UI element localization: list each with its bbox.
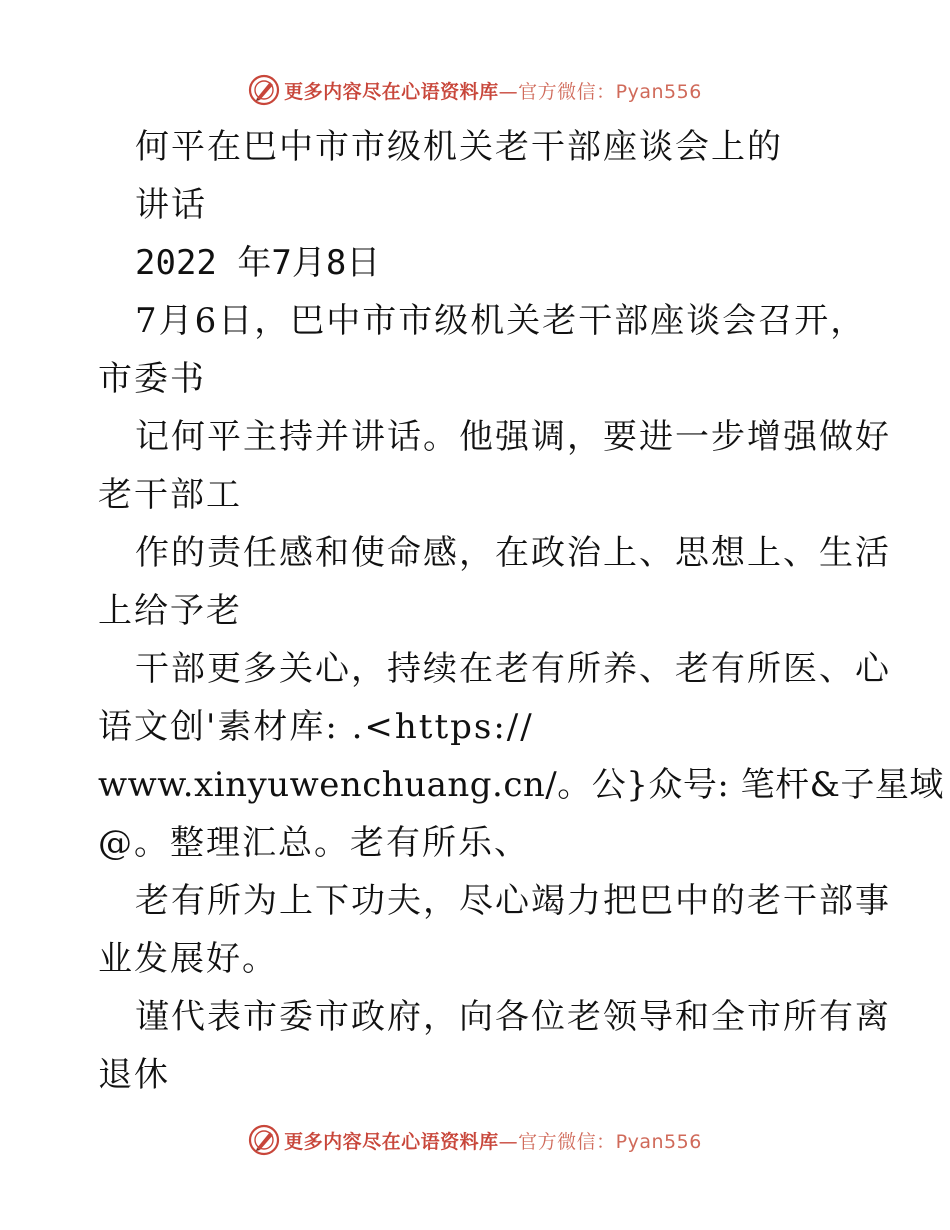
footer-watermark-banner bbox=[0, 1122, 950, 1158]
doc-paragraph-line: 语文创'素材库: .<https:// bbox=[98, 707, 534, 747]
banner-text bbox=[284, 1127, 702, 1154]
banner-wechat-text: 官方微信：Pyan556 bbox=[518, 80, 702, 103]
doc-paragraph-line: www.xinyuwenchuang.cn/。公}众号: 笔杆&子星域 bbox=[98, 765, 944, 805]
doc-date-line: 2022 年7月8日 bbox=[135, 243, 381, 283]
doc-paragraph-line: 记何平主持并讲话。他强调，要进一步增强做好 bbox=[135, 417, 891, 457]
doc-paragraph-line: 老有所为上下功夫，尽心竭力把巴中的老干部事 bbox=[135, 881, 891, 921]
doc-title-line-2: 讲话 bbox=[135, 185, 207, 225]
doc-title-line-1: 何平在巴中市市级机关老干部座谈会上的 bbox=[135, 127, 783, 167]
doc-paragraph-line: 干部更多关心，持续在老有所养、老有所医、心 bbox=[135, 649, 891, 689]
banner-main-text: 更多内容尽在心语资料库 bbox=[284, 1130, 499, 1153]
banner-wechat-text: 官方微信：Pyan556 bbox=[518, 1130, 702, 1153]
doc-paragraph-line: 市委书 bbox=[98, 359, 206, 399]
banner-text bbox=[284, 77, 702, 104]
pen-logo-icon bbox=[248, 1124, 280, 1156]
doc-paragraph-line: @。整理汇总。老有所乐、 bbox=[98, 823, 530, 863]
doc-paragraph-line: 谨代表市委市政府，向各位老领导和全市所有离 bbox=[135, 997, 891, 1037]
doc-paragraph-line: 上给予老 bbox=[98, 591, 242, 631]
doc-paragraph-line: 7月6日，巴中市市级机关老干部座谈会召开， bbox=[135, 301, 867, 341]
banner-separator: — bbox=[498, 80, 519, 103]
doc-paragraph-line: 作的责任感和使命感，在政治上、思想上、生活 bbox=[135, 533, 891, 573]
doc-paragraph-line: 业发展好。 bbox=[98, 939, 278, 979]
pen-logo-icon bbox=[248, 74, 280, 106]
doc-paragraph-line: 退休 bbox=[98, 1055, 170, 1095]
banner-main-text: 更多内容尽在心语资料库 bbox=[284, 80, 499, 103]
banner-separator: — bbox=[498, 1130, 519, 1153]
header-watermark-banner bbox=[0, 72, 950, 108]
doc-paragraph-line: 老干部工 bbox=[98, 475, 242, 515]
